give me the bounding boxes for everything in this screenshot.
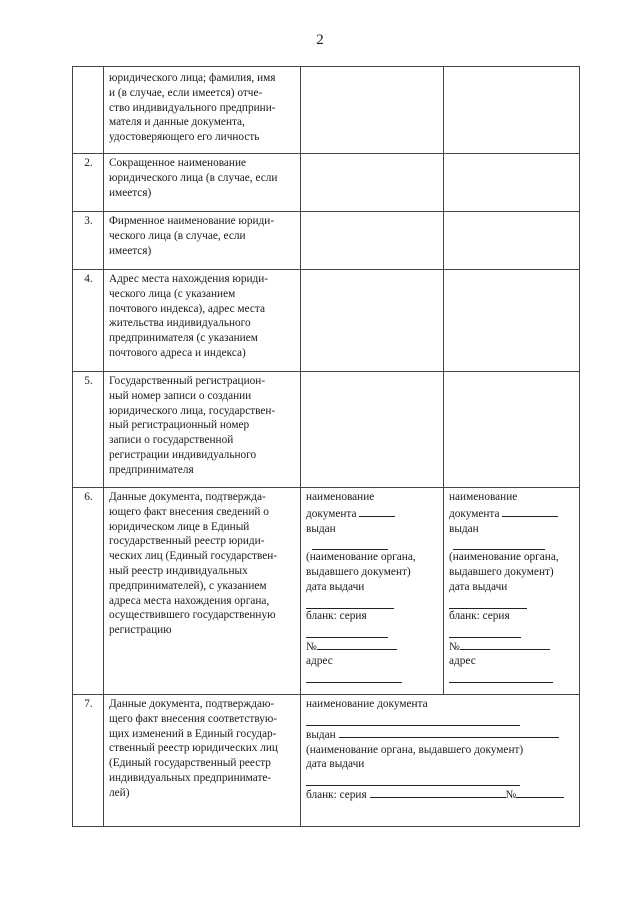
row-number: 4. xyxy=(73,270,104,372)
value-cell-2 xyxy=(444,154,580,212)
issue-date-blank xyxy=(306,595,394,609)
row-description: Фирменное наименование юриди- ческого лица (в случае, если имеется) xyxy=(104,212,301,270)
form-series-blank xyxy=(370,786,506,798)
row-description: Данные документа, подтверждаю- щего факт внесения соответствую- щих изменений в Единый государ- ственный реестр юридических лиц (Единый государственный реестр индивидуальных предпринимате- лей) xyxy=(104,695,301,827)
row-number: 7. xyxy=(73,695,104,827)
row-description: Данные документа, подтвержда- ющего факт внесения сведений о юридическом лице в Единый государственный реестр юриди- ческих лиц (Единый государствен- ный реестр индивидуальных предпринимателей), с указанием адреса места нахождения органа, осуществившего государственную регистрацию xyxy=(104,488,301,695)
value-cell-2 xyxy=(444,270,580,372)
value-cell-2 xyxy=(444,372,580,488)
issued-by-blank xyxy=(312,536,388,550)
document-fill-block-2: наименование документа выдан (наименование органа, выдавшего документ) дата выдачи бланк: серия № адрес xyxy=(444,488,580,695)
row-description: Адрес места нахождения юриди- ческого лица (с указанием почтового индекса), адрес места жительства индивидуального предпринимателя (с указанием почтового адреса и индекса) xyxy=(104,270,301,372)
document-name-blank xyxy=(306,712,520,726)
value-cell-1 xyxy=(301,270,444,372)
table-row xyxy=(73,488,580,695)
form-series-blank xyxy=(306,624,388,638)
value-cell-1 xyxy=(301,67,444,154)
row-description: Сокращенное наименование юридического лица (в случае, если имеется) xyxy=(104,154,301,212)
address-blank xyxy=(449,669,553,683)
table-row xyxy=(73,154,580,212)
value-cell-2 xyxy=(444,212,580,270)
table-row xyxy=(73,270,580,372)
value-cell-2 xyxy=(444,67,580,154)
page-number: 2 xyxy=(316,32,324,48)
document-fill-block-merged: наименование документа выдан (наименование органа, выдавшего документ) дата выдачи бланк: серия № xyxy=(301,695,580,827)
row-number: 3. xyxy=(73,212,104,270)
document-name-blank xyxy=(502,505,558,517)
value-cell-1 xyxy=(301,372,444,488)
table-row xyxy=(73,695,580,827)
row-description: Государственный регистрацион- ный номер записи о создании юридического лица, государствен- ный регистрационный номер записи о государственной регистрации индивидуального предпринимателя xyxy=(104,372,301,488)
table-row xyxy=(73,372,580,488)
number-blank xyxy=(460,638,550,650)
row-number: 5. xyxy=(73,372,104,488)
address-blank xyxy=(306,669,402,683)
form-table xyxy=(72,66,580,827)
row-number: 6. xyxy=(73,488,104,695)
value-cell-1 xyxy=(301,212,444,270)
issue-date-blank xyxy=(449,595,527,609)
table-row xyxy=(73,67,580,154)
row-number: 2. xyxy=(73,154,104,212)
row-number xyxy=(73,67,104,154)
number-blank xyxy=(516,786,564,798)
issued-by-blank xyxy=(339,726,559,738)
document-name-blank xyxy=(359,505,395,517)
table-row xyxy=(73,212,580,270)
value-cell-1 xyxy=(301,154,444,212)
form-series-blank xyxy=(449,624,521,638)
row-description: юридического лица; фамилия, имя и (в случае, если имеется) отче- ство индивидуального предприни- мателя и данные документа, удостоверяющего его личность xyxy=(104,67,301,154)
number-blank xyxy=(317,638,397,650)
issue-date-blank xyxy=(306,772,520,786)
document-fill-block-1: наименование документа выдан (наименование органа, выдавшего документ) дата выдачи бланк: серия № адрес xyxy=(301,488,444,695)
issued-by-blank xyxy=(453,536,545,550)
